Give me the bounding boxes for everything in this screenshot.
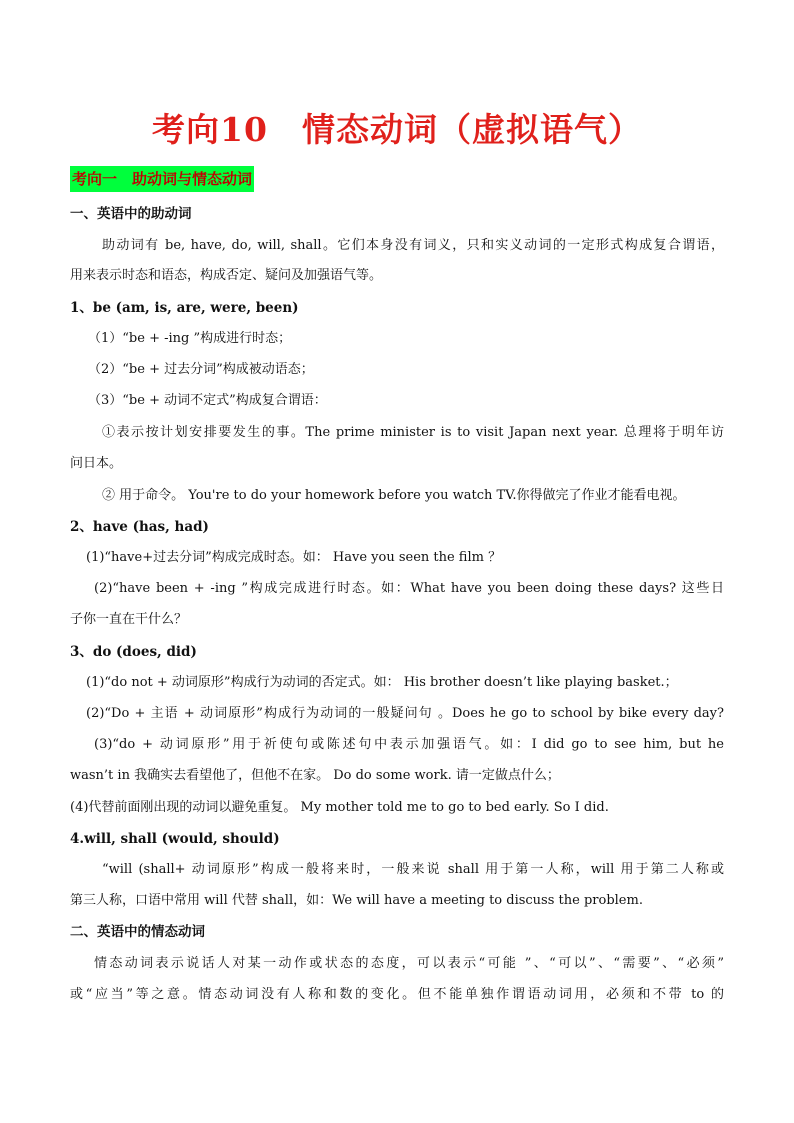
- be-sub-1-line-2: 问日本。: [70, 456, 123, 471]
- do-item-3-line-2: wasn’t in 我确实去看望他了，但他不在家。 Do do some work. 请一定做点什么；: [70, 768, 560, 783]
- will-heading: 4.will, shall (would, should): [70, 831, 280, 847]
- section1-heading: 一、英语中的助动词: [70, 206, 192, 222]
- section-banner: 考向一 助动词与情态动词: [70, 166, 254, 192]
- will-line-1: “will (shall+ 动词原形”构成一般将来时，一般来说 shall 用于第一人称，will 用于第二人称或: [102, 862, 724, 877]
- have-heading: 2、have (has, had): [70, 519, 209, 535]
- be-sub-2: ② 用于命令。 You're to do your homework before you watch TV.你得做完了作业才能看电视。: [102, 488, 686, 503]
- do-item-3-line-1: (3)“do + 动词原形”用于祈使句或陈述句中表示加强语气。如：I did go to see him, but he: [94, 737, 724, 752]
- section2-line-1: 情态动词表示说话人对某一动作或状态的态度，可以表示“可能 ”、“可以”、“需要”、“必须”: [94, 956, 724, 971]
- do-item-2: (2)“Do + 主语 + 动词原形”构成行为动词的一般疑问句 。Does he go to school by bike every day?: [86, 706, 724, 721]
- section2-line-2: 或“应当”等之意。情态动词没有人称和数的变化。但不能单独作谓语动词用，必须和不带 to 的: [70, 987, 724, 1002]
- page-title: 考向10 情态动词（虚拟语气）: [152, 110, 642, 149]
- have-item-2-line-1: (2)“have been + -ing ”构成完成进行时态。如：What have you been doing these days? 这些日: [94, 581, 724, 596]
- do-item-1: (1)“do not + 动词原形”构成行为动词的否定式。如： His brother doesn’t like playing basket.；: [86, 675, 678, 690]
- will-line-2: 第三人称，口语中常用 will 代替 shall，如：We will have a meeting to discuss the problem.: [70, 893, 643, 908]
- have-item-2-line-2: 子你一直在干什么？: [70, 612, 188, 627]
- be-item-3: （3）“be + 动词不定式”构成复合谓语：: [88, 393, 327, 408]
- do-item-4: (4)代替前面刚出现的动词以避免重复。 My mother told me to go to bed early. So I did.: [70, 800, 609, 815]
- be-heading: 1、be (am, is, are, were, been): [70, 300, 299, 316]
- do-heading: 3、do (does, did): [70, 644, 197, 660]
- be-item-1: （1）“be + -ing ”构成进行时态；: [88, 331, 292, 346]
- section2-heading: 二、英语中的情态动词: [70, 924, 205, 940]
- be-item-2: （2）“be + 过去分词”构成被动语态；: [88, 362, 314, 377]
- intro-line-1: 助动词有 be, have, do, will, shall。它们本身没有词义，只和实义动词的一定形式构成复合谓语，: [102, 238, 724, 253]
- be-sub-1-line-1: ①表示按计划安排要发生的事。The prime minister is to visit Japan next year. 总理将于明年访: [102, 425, 724, 440]
- have-item-1: (1)“have+过去分词”构成完成时态。如： Have you seen the film ？: [86, 550, 502, 565]
- intro-line-2: 用来表示时态和语态，构成否定、疑问及加强语气等。: [70, 268, 383, 283]
